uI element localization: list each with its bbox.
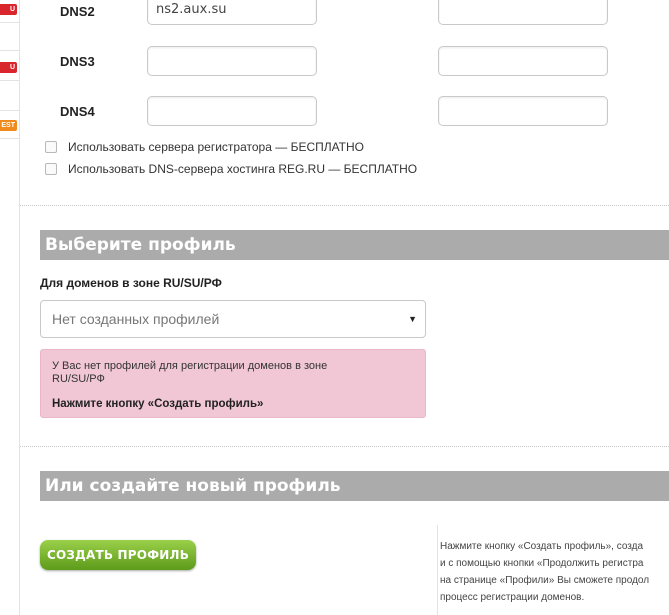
dns2-secondary-input[interactable] (438, 0, 608, 25)
dns4-label: DNS4 (60, 104, 95, 119)
hosting-dns-label: Использовать DNS-сервера хостинга REG.RU — БЕСПЛАТНО (68, 162, 418, 176)
hint-line: процесс регистрации доменов. (440, 592, 585, 603)
section-divider (20, 205, 669, 206)
section-divider (20, 446, 669, 447)
hint-line: на странице «Профили» Вы сможете продол (440, 575, 650, 586)
no-profiles-notice (40, 349, 426, 418)
profile-select[interactable] (40, 300, 426, 338)
badge-icon[interactable]: EST (1, 122, 15, 129)
notice-text: У Вас нет профилей для регистрации доменов в зоне RU/SU/РФ (52, 360, 328, 385)
dns3-label: DNS3 (60, 54, 95, 69)
dns4-secondary-input[interactable] (438, 96, 608, 126)
hint-line: и с помощью кнопки «Продолжить регистра (440, 558, 644, 569)
dns3-primary-input[interactable] (147, 46, 317, 76)
rail-divider (0, 22, 19, 23)
caret-down-icon: ▼ (408, 314, 417, 324)
rail-divider (0, 138, 19, 139)
hosting-dns-checkbox[interactable] (45, 163, 57, 175)
create-profile-hint (440, 538, 669, 606)
hint-divider (437, 525, 438, 615)
dns2-label: DNS2 (60, 4, 95, 19)
registrar-servers-option[interactable] (45, 140, 364, 154)
dns3-secondary-input[interactable] (438, 46, 608, 76)
rail-divider (0, 50, 19, 51)
zone-label: Для доменов в зоне RU/SU/РФ (40, 276, 222, 290)
create-profile-header: Или создайте новый профиль (40, 471, 669, 501)
dns4-primary-input[interactable] (147, 96, 317, 126)
rail-divider (0, 80, 19, 81)
notice-action-text: Нажмите кнопку «Создать профиль» (52, 398, 264, 410)
hint-line: Нажмите кнопку «Создать профиль», созда (440, 541, 644, 552)
registrar-servers-checkbox[interactable] (45, 141, 57, 153)
badge-icon[interactable]: U (0, 62, 17, 73)
dns2-primary-input[interactable]: ns2.aux.su (147, 0, 317, 25)
profile-select-value: Нет созданных профилей (52, 311, 220, 327)
left-rail (0, 0, 20, 615)
registrar-servers-label: Использовать сервера регистратора — БЕСПЛАТНО (68, 140, 365, 154)
rail-divider (0, 110, 19, 111)
choose-profile-header: Выберите профиль (40, 230, 669, 260)
create-profile-button[interactable]: СОЗДАТЬ ПРОФИЛЬ (40, 540, 196, 570)
main-content (20, 0, 669, 615)
badge-icon[interactable]: U (0, 4, 17, 15)
hosting-dns-option[interactable] (45, 162, 417, 176)
